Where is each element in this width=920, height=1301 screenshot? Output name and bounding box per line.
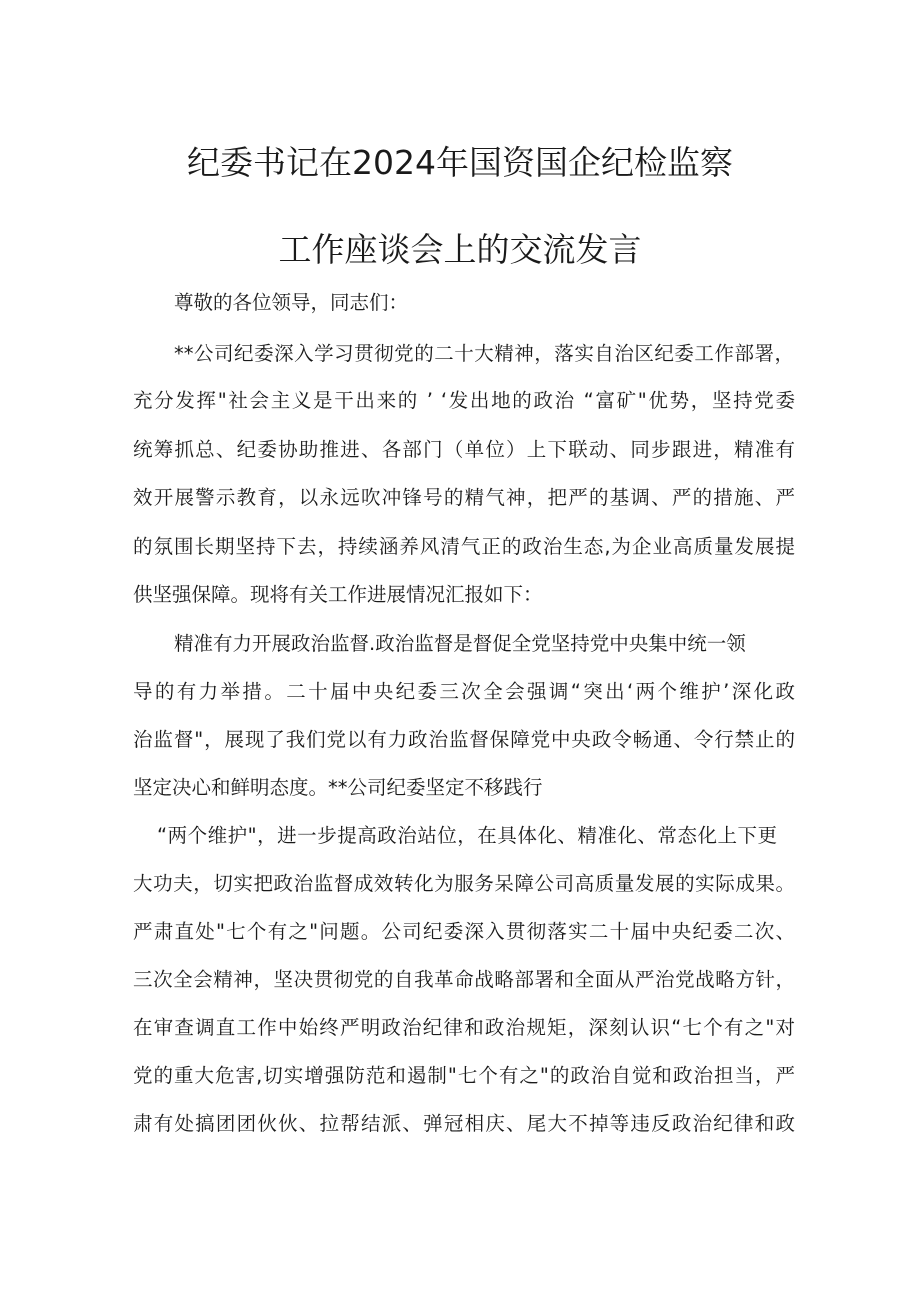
paragraph-line: 导的有力举措。二十届中央纪委三次全会强调“突出‘两个维护’深化政: [133, 680, 795, 703]
paragraph-line: 三次全会精神，坚决贯彻党的自我革命战略部署和全面从严治党战略方针，: [133, 968, 795, 991]
paragraph-line: 供坚强保障。现将有关工作进展情况汇报如下：: [133, 583, 543, 606]
paragraph-line: **公司纪委深入学习贯彻党的二十大精神，落实自治区纪委工作部署，: [174, 342, 794, 365]
title-line-2: 工作座谈会上的交流发言: [278, 230, 642, 269]
paragraph-line: 精准有力开展政治监督.政治监督是督促全党坚持党中央集中统一领: [174, 632, 746, 655]
paragraph-line: 的氛围长期坚持下去，持续涵养风清气正的政治生态,为企业高质量发展提: [133, 535, 795, 558]
salutation: 尊敬的各位领导，同志们：: [174, 291, 409, 314]
paragraph-line: 严肃直处"七个有之"问题。公司纪委深入贯彻落实二十届中央纪委二次、: [133, 920, 795, 943]
paragraph-line: “两个维护"，进一步提高政治站位，在具体化、精准化、常态化上下更: [157, 824, 777, 847]
paragraph-line: 坚定决心和鲜明态度。**公司纪委坚定不移践行: [133, 776, 543, 799]
paragraph-line: 在审查调直工作中始终严明政治纪律和政治规矩，深刻认识“七个有之"对: [133, 1016, 795, 1039]
paragraph-line: 效开展警示教育，以永远吹冲锋号的精气神，把严的基调、严的措施、严: [133, 486, 795, 509]
paragraph-line: 党的重大危害,切实增强防范和遏制"七个有之"的政治自觉和政治担当，严: [133, 1064, 795, 1087]
paragraph-line: 充分发挥"社会主义是干出来的 ’ ‘发出地的政治 “富矿"优势，坚持党委: [133, 389, 795, 412]
paragraph-line: 肃有处搞团团伙伙、拉帮结派、弹冠相庆、尾大不掉等违反政治纪律和政: [133, 1112, 795, 1135]
title-line-1: 纪委书记在2024年国资国企纪检监察: [187, 143, 733, 182]
paragraph-line: 治监督"，展现了我们党以有力政治监督保障党中央政令畅通、令行禁止的: [133, 728, 795, 751]
paragraph-line: 统筹抓总、纪委协助推进、各部门（单位）上下联动、同步跟进，精准有: [133, 438, 795, 461]
paragraph-line: 大功夫，切实把政治监督成效转化为服务呆障公司高质量发展的实际成果。: [133, 872, 795, 895]
